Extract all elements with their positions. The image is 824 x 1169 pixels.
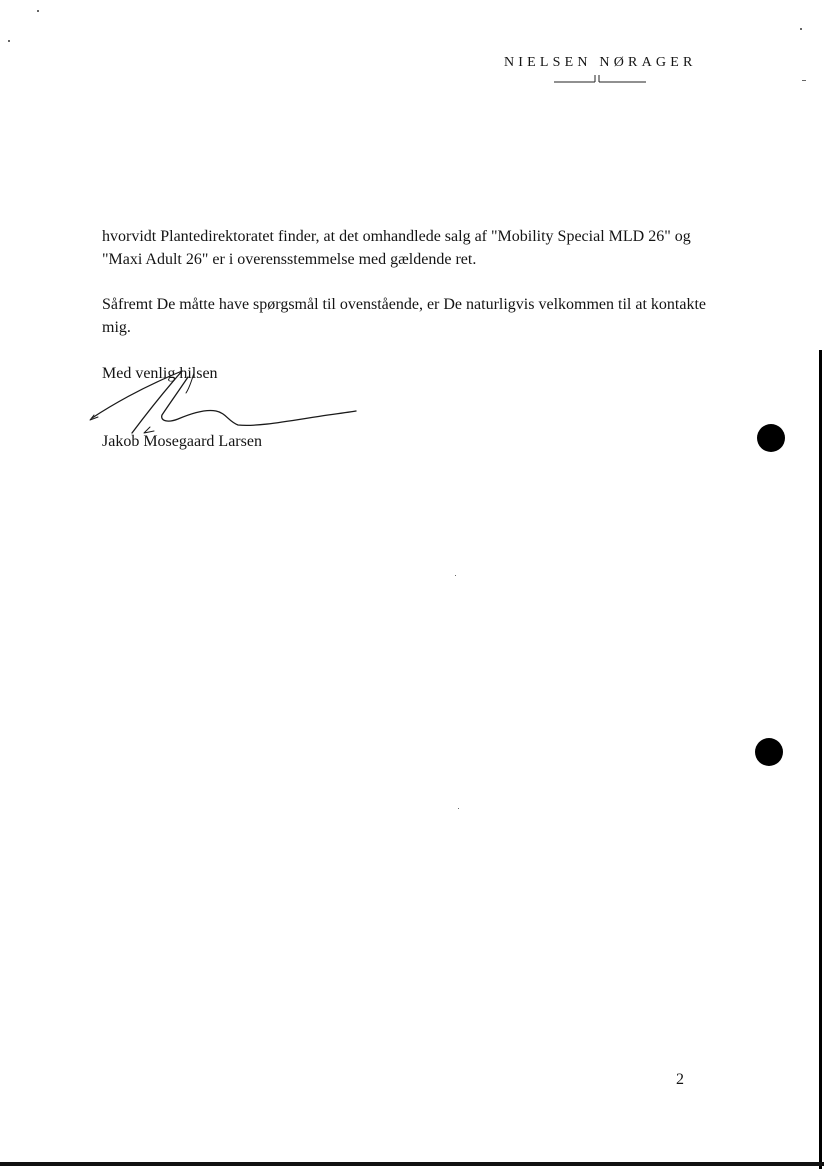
- punch-hole-top: [757, 424, 785, 452]
- page-number: 2: [676, 1071, 684, 1088]
- closing-salutation: Med venlig hilsen: [102, 365, 218, 382]
- letterhead-rule: [554, 74, 646, 84]
- scan-speck: [802, 80, 806, 81]
- punch-hole-bottom: [755, 738, 783, 766]
- scan-speck: [800, 28, 802, 30]
- scan-speck: [455, 575, 456, 576]
- scan-edge-right: [819, 350, 822, 1169]
- scan-speck: [458, 808, 459, 809]
- scan-speck: [37, 10, 39, 12]
- letterhead: [504, 54, 714, 84]
- firm-name: NIELSEN NØRAGER: [504, 55, 697, 70]
- scan-edge-bottom: [0, 1162, 824, 1166]
- body-paragraph-2: Såfremt De måtte have spørgsmål til ovenstående, er De naturligvis velkommen til at kontakte mig.: [102, 296, 706, 336]
- body-paragraph-1: hvorvidt Plantedirektoratet finder, at det omhandlede salg af "Mobility Special MLD 26" og "Maxi Adult 26" er i overensstemmelse med gældende ret.: [102, 228, 691, 268]
- scan-speck: [8, 40, 10, 42]
- signer-name: Jakob Mosegaard Larsen: [102, 433, 262, 450]
